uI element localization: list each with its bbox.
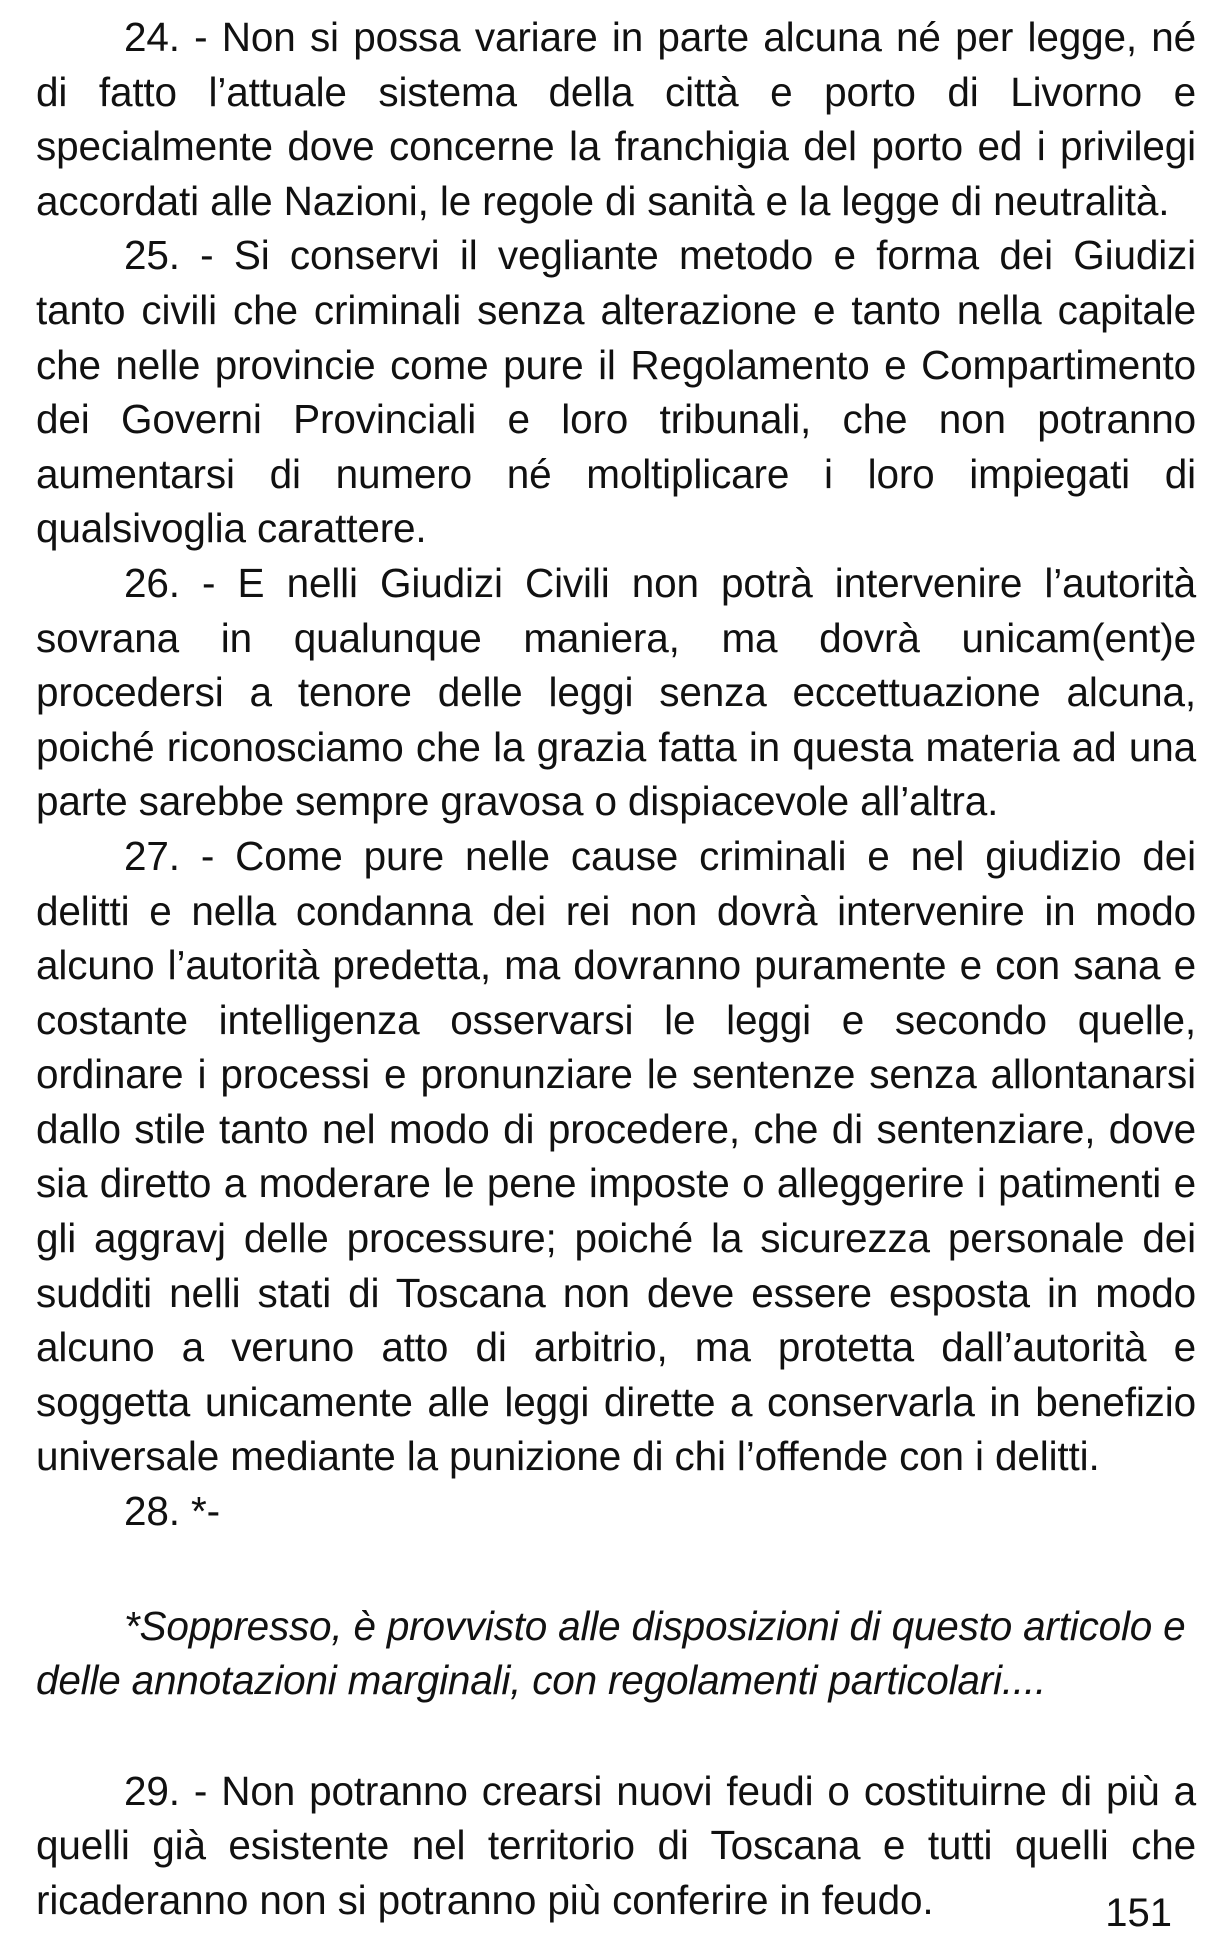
article-24: 24. - Non si possa variare in parte alcuna né per legge, né di fatto l’attuale sistema della città e porto di Livorno e specialmente dove concerne la franchigia del porto ed i privilegi accordati alle Nazioni, le regole di sanità e la legge di neutralità. bbox=[36, 14, 1196, 224]
article-25: 25. - Si conservi il vegliante metodo e forma dei Giudizi tanto civili che criminali senza alterazione e tanto nella capitale che nelle provincie come pure il Regolamento e Compartimento dei Governi Provinciali e loro tribunali, che non potranno aumentarsi di numero né moltiplicare i loro impiegati di qualsivoglia carattere. bbox=[36, 232, 1196, 552]
article-29: 29. - Non potranno crearsi nuovi feudi o costituirne di più a quelli già esistente nel territorio di Toscana e tutti quelli che ricaderanno non si potranno più conferire in feudo. bbox=[36, 1767, 1196, 1923]
article-26: 26. - E nelli Giudizi Civili non potrà intervenire l’autorità sovrana in qualunque maniera, ma dovrà unicam(ent)e procedersi a tenore delle leggi senza eccettuazione alcuna, poiché riconosciamo che la grazia fatta in questa materia ad una parte sarebbe sempre gravosa o dispiacevole all’altra. bbox=[36, 559, 1196, 825]
footnote: *Soppresso, è provvisto alle disposizioni di questo articolo e delle annotazioni marginali, con regolamenti particolari.... bbox=[36, 1602, 1186, 1704]
article-28: 28. *- bbox=[124, 1488, 220, 1535]
page-number: 151 bbox=[1105, 1891, 1172, 1935]
document-page bbox=[36, 10, 1196, 1928]
article-27: 27. - Come pure nelle cause criminali e nel giudizio dei delitti e nella condanna dei rei non dovrà intervenire in modo alcuno l’autorità predetta, ma dovranno puramente e con sana e costante intelligenza osservarsi le leggi e secondo quelle, ordinare i processi e pronunziare le sentenze senza allontanarsi dallo stile tanto nel modo di procedere, che di sentenziare, dove sia diretto a moderare le pene imposte o alleggerire i patimenti e gli aggravj delle processure; poiché la sicurezza personale dei sudditi nelli stati di Toscana non deve essere esposta in modo alcuno a veruno atto di arbitrio, ma protetta dall’autorità e soggetta unicamente alle leggi dirette a conservarla in benefizio universale mediante la punizione di chi l’offende con i delitti. bbox=[36, 832, 1196, 1480]
